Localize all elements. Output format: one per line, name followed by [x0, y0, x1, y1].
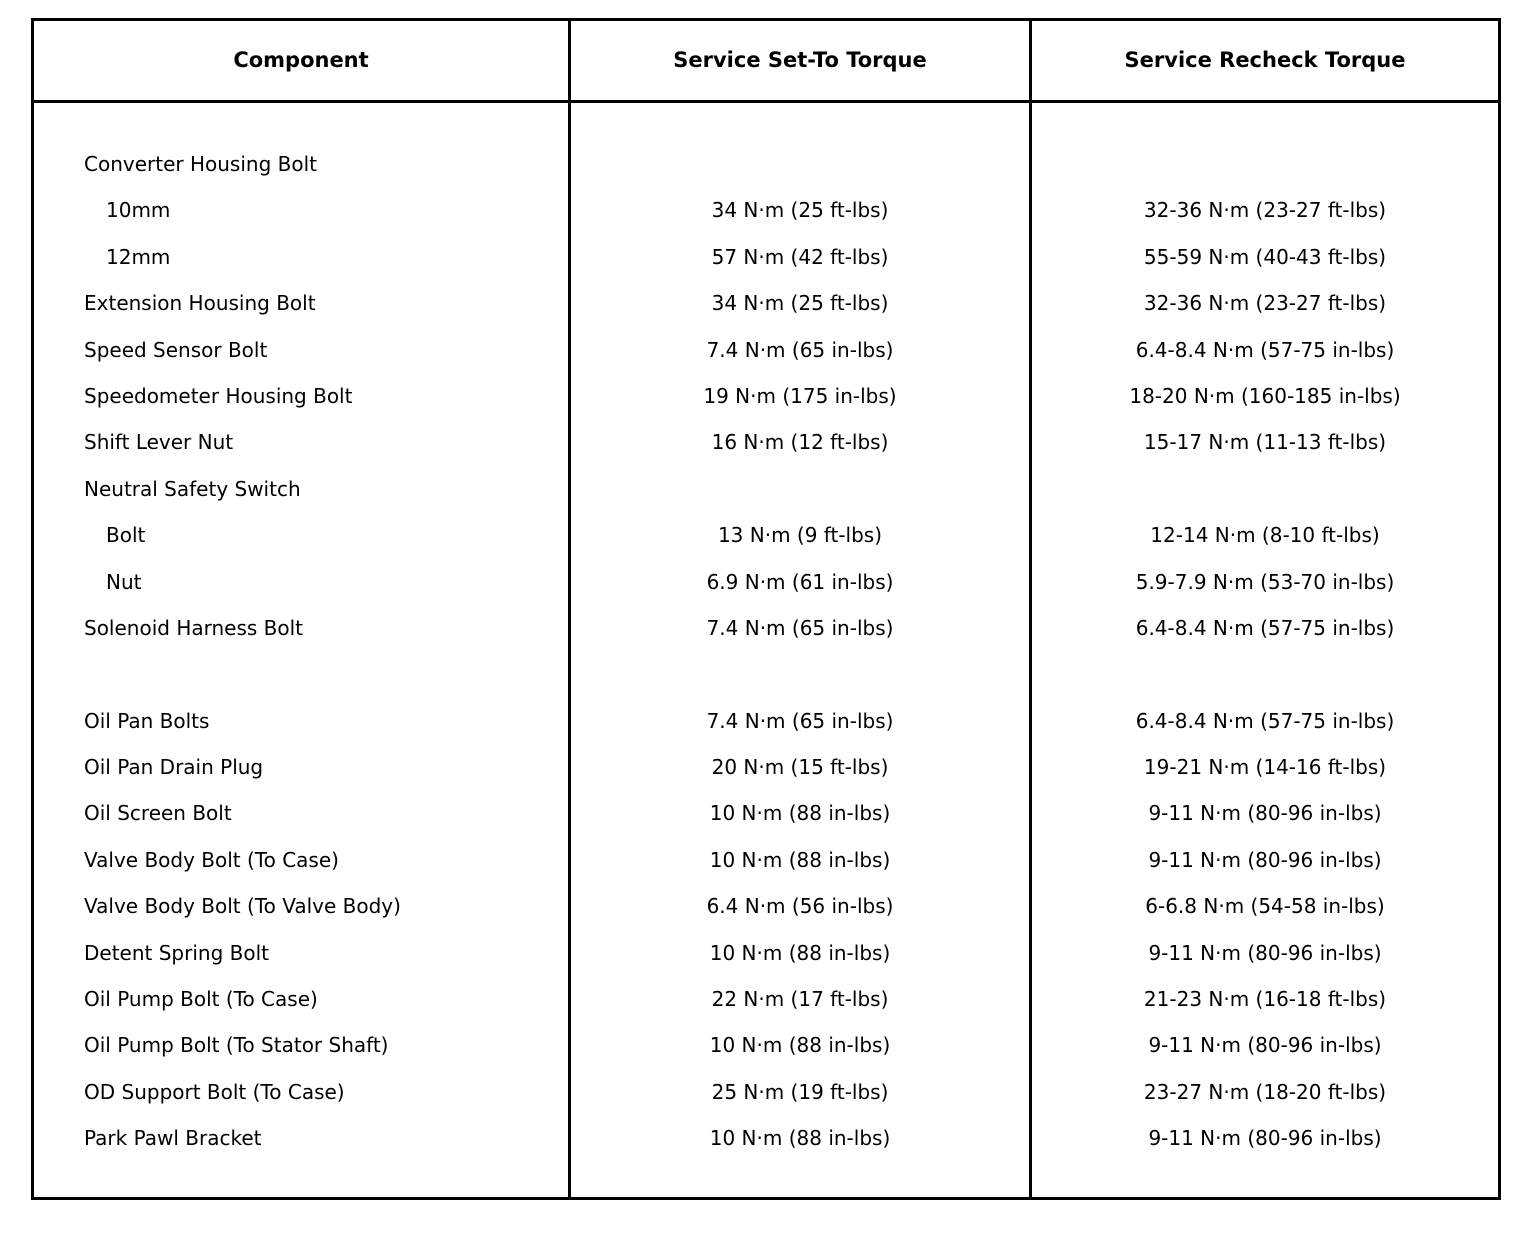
table-row [34, 187, 1498, 233]
table-row [34, 373, 1498, 419]
table-row [34, 837, 1498, 883]
recheck-cell: 6.4-8.4 N·m (57-75 in-lbs) [1135, 615, 1395, 640]
component-cell: Oil Pan Bolts [84, 708, 210, 733]
table-row [34, 234, 1498, 280]
set-to-cell: 16 N·m (12 ft-lbs) [711, 430, 889, 455]
table-row [34, 419, 1498, 465]
set-to-cell: 7.4 N·m (65 in-lbs) [706, 708, 894, 733]
set-to-cell: 6.9 N·m (61 in-lbs) [706, 569, 894, 594]
table-spacer-row [34, 651, 1498, 697]
recheck-cell: 12-14 N·m (8-10 ft-lbs) [1150, 523, 1380, 548]
set-to-cell: 34 N·m (25 ft-lbs) [711, 198, 889, 223]
component-cell: Oil Pan Drain Plug [84, 755, 264, 780]
set-to-cell: 13 N·m (9 ft-lbs) [717, 523, 883, 548]
table-row [34, 141, 1498, 187]
component-cell: Converter Housing Bolt [84, 152, 317, 176]
table-row [34, 466, 1498, 512]
recheck-cell: 32-36 N·m (23-27 ft-lbs) [1143, 291, 1387, 316]
component-cell: Park Pawl Bracket [84, 1126, 262, 1151]
set-to-cell: 25 N·m (19 ft-lbs) [711, 1079, 889, 1104]
table-row [34, 559, 1498, 605]
set-to-cell [571, 141, 1029, 187]
recheck-cell [1032, 466, 1498, 512]
set-to-cell: 34 N·m (25 ft-lbs) [711, 291, 889, 316]
component-cell: Oil Pump Bolt (To Stator Shaft) [84, 1033, 389, 1058]
set-to-cell: 7.4 N·m (65 in-lbs) [706, 615, 894, 640]
component-cell: Valve Body Bolt (To Case) [84, 847, 339, 872]
recheck-cell: 55-59 N·m (40-43 ft-lbs) [1143, 244, 1387, 269]
recheck-cell: 9-11 N·m (80-96 in-lbs) [1148, 940, 1382, 965]
recheck-cell: 21-23 N·m (16-18 ft-lbs) [1143, 987, 1387, 1012]
set-to-cell: 22 N·m (17 ft-lbs) [711, 987, 889, 1012]
recheck-cell: 9-11 N·m (80-96 in-lbs) [1148, 801, 1382, 826]
table-row [34, 698, 1498, 744]
table-row [34, 744, 1498, 790]
header-recheck-torque: Service Recheck Torque [1124, 48, 1406, 72]
table-row [34, 605, 1498, 651]
header-component: Component [233, 48, 369, 72]
recheck-cell: 18-20 N·m (160-185 in-lbs) [1129, 383, 1401, 408]
component-cell: OD Support Bolt (To Case) [84, 1079, 345, 1104]
set-to-cell: 57 N·m (42 ft-lbs) [711, 244, 889, 269]
set-to-cell: 19 N·m (175 in-lbs) [703, 383, 897, 408]
component-cell: Solenoid Harness Bolt [84, 615, 304, 640]
header-divider [34, 100, 1498, 103]
recheck-cell: 23-27 N·m (18-20 ft-lbs) [1143, 1079, 1387, 1104]
recheck-cell: 19-21 N·m (14-16 ft-lbs) [1143, 755, 1387, 780]
set-to-cell: 6.4 N·m (56 in-lbs) [706, 894, 894, 919]
set-to-cell: 10 N·m (88 in-lbs) [709, 1126, 891, 1151]
set-to-cell: 10 N·m (88 in-lbs) [709, 1033, 891, 1058]
recheck-cell: 6.4-8.4 N·m (57-75 in-lbs) [1135, 337, 1395, 362]
set-to-cell: 10 N·m (88 in-lbs) [709, 940, 891, 965]
component-cell: Valve Body Bolt (To Valve Body) [84, 894, 401, 919]
torque-spec-table [31, 18, 1501, 1200]
component-cell: 12mm [106, 244, 171, 269]
recheck-cell: 9-11 N·m (80-96 in-lbs) [1148, 1126, 1382, 1151]
recheck-cell: 9-11 N·m (80-96 in-lbs) [1148, 1033, 1382, 1058]
table-row [34, 280, 1498, 326]
recheck-cell: 6.4-8.4 N·m (57-75 in-lbs) [1135, 708, 1395, 733]
set-to-cell: 7.4 N·m (65 in-lbs) [706, 337, 894, 362]
table-row [34, 1115, 1498, 1161]
recheck-cell: 6-6.8 N·m (54-58 in-lbs) [1145, 894, 1385, 919]
table-row [34, 883, 1498, 929]
set-to-cell: 20 N·m (15 ft-lbs) [711, 755, 889, 780]
recheck-cell: 15-17 N·m (11-13 ft-lbs) [1143, 430, 1387, 455]
recheck-cell: 5.9-7.9 N·m (53-70 in-lbs) [1135, 569, 1395, 594]
component-cell: 10mm [106, 198, 171, 223]
table-row [34, 1022, 1498, 1068]
table-row [34, 512, 1498, 558]
component-cell: Bolt [106, 523, 146, 548]
component-cell: Nut [106, 569, 142, 594]
recheck-cell: 32-36 N·m (23-27 ft-lbs) [1143, 198, 1387, 223]
component-cell: Neutral Safety Switch [84, 476, 301, 501]
recheck-cell: 9-11 N·m (80-96 in-lbs) [1148, 847, 1382, 872]
component-cell: Oil Pump Bolt (To Case) [84, 987, 318, 1012]
header-set-to-torque: Service Set-To Torque [673, 48, 927, 72]
set-to-cell [571, 466, 1029, 512]
component-cell: Shift Lever Nut [84, 430, 234, 455]
table-row [34, 790, 1498, 836]
table-row [34, 930, 1498, 976]
component-cell: Oil Screen Bolt [84, 801, 232, 826]
table-row [34, 327, 1498, 373]
component-cell: Detent Spring Bolt [84, 940, 269, 965]
set-to-cell: 10 N·m (88 in-lbs) [709, 801, 891, 826]
table-row [34, 1069, 1498, 1115]
recheck-cell [1032, 141, 1498, 187]
table-row [34, 976, 1498, 1022]
table-body [34, 141, 1498, 1162]
component-cell: Extension Housing Bolt [84, 291, 316, 316]
component-cell: Speedometer Housing Bolt [84, 383, 353, 408]
set-to-cell: 10 N·m (88 in-lbs) [709, 847, 891, 872]
component-cell: Speed Sensor Bolt [84, 337, 268, 362]
